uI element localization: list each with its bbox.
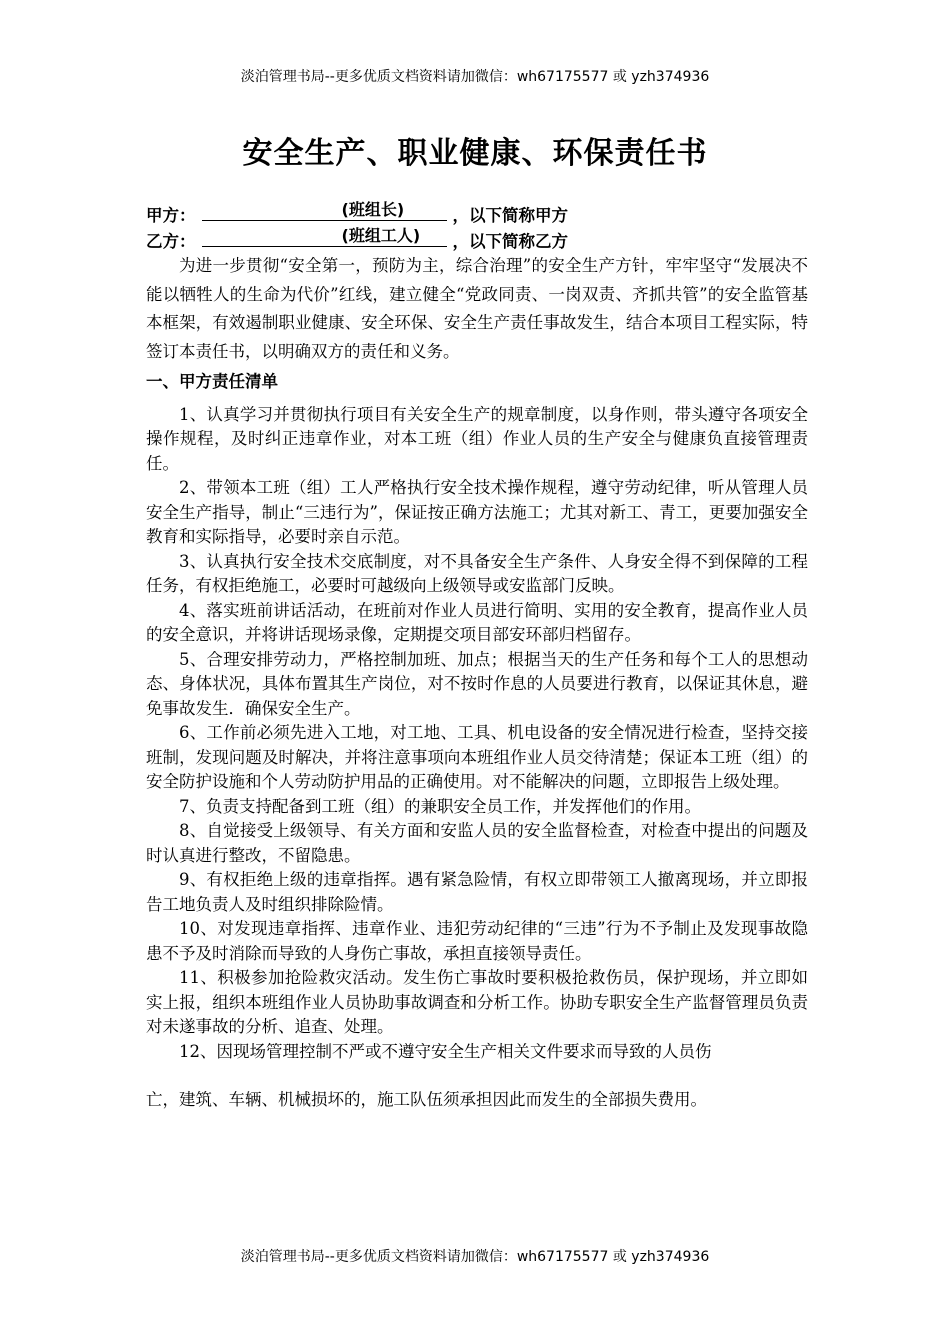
list-item: 2、带领本工班（组）工人严格执行安全技术操作规程，遵守劳动纪律，听从管理人员安全生产指导，制止“三违行为”，保证按正确方法施工；尤其对新工、青工，更要加强安全教育和实际指导，必要时亲自示范。 xyxy=(146,478,808,546)
list-item: 11、积极参加抢险救灾活动。发生伤亡事故时要积极抢救伤员，保护现场，并立即如实上报，组织本班组作业人员协助事故调查和分析工作。协助专职安全生产监督管理员负责对未遂事故的分析、追查、处理。 xyxy=(146,968,808,1036)
document-title: 安全生产、职业健康、环保责任书 xyxy=(242,136,708,171)
party-a-blank xyxy=(202,200,447,221)
party-b-label: 乙方： xyxy=(146,232,196,251)
party-b-role: (班组工人) xyxy=(341,226,421,245)
list-item: 12、因现场管理控制不严或不遵守安全生产相关文件要求而导致的人员伤 xyxy=(179,1041,712,1061)
list-item: 4、落实班前讲话活动，在班前对作业人员进行简明、实用的安全教育，提高作业人员的安全意识，并将讲话现场录像，定期提交项目部安环部归档留存。 xyxy=(146,600,808,644)
page-header: 淡泊管理书局--更多优质文档资料请加微信：wh67175577 或 yzh374936 xyxy=(240,69,710,85)
list-item: 8、自觉接受上级领导、有关方面和安监人员的安全监督检查，对检查中提出的问题及时认真进行整改，不留隐患。 xyxy=(146,821,808,865)
list-item: 9、有权拒绝上级的违章指挥。遇有紧急险情，有权立即带领工人撤离现场，并立即报告工地负责人及时组织排除险情。 xyxy=(146,870,808,914)
list-item: 5、合理安排劳动力，严格控制加班、加点；根据当天的生产任务和每个工人的思想动态、身体状况，具体布置其生产岗位，对不按时作息的人员要进行教育，以保证其休息，避免事故发生．确保安全生产。 xyxy=(146,649,808,718)
list-item: 7、负责支持配备到工班（组）的兼职安全员工作，并发挥他们的作用。 xyxy=(179,796,701,816)
list-item: 1、认真学习并贯彻执行项目有关安全生产的规章制度，以身作则，带头遵守各项安全操作规程，及时纠正违章作业，对本工班（组）作业人员的生产安全与健康负直接管理责任。 xyxy=(146,404,808,473)
document-body xyxy=(146,200,808,1113)
list-item: 6、工作前必须先进入工地，对工地、工具、机电设备的安全情况进行检查，坚持交接班制，发现问题及时解决，并将注意事项向本班组作业人员交待清楚；保证本工班（组）的安全防护设施和个人劳动防护用品的正确使用。对不能解决的问题，立即报告上级处理。 xyxy=(146,723,808,791)
intro-paragraph: 为进一步贯彻“安全第一，预防为主，综合治理”的安全生产方针，牢牢坚守“发展决不能以牺牲人的生命为代价”红线，建立健全“党政同责、一岗双责、齐抓共管”的安全监管基本框架，有效遏制职业健康、安全环保、安全生产责任事故发生，结合本项目工程实际，特签订本责任书，以明确双方的责任和义务。 xyxy=(146,256,808,361)
page-footer: 淡泊管理书局--更多优质文档资料请加微信：wh67175577 或 yzh374936 xyxy=(240,1249,710,1265)
party-b-line xyxy=(146,226,808,252)
section-heading: 一、甲方责任清单 xyxy=(146,372,278,391)
party-a-suffix: ，以下简称甲方 xyxy=(452,206,568,225)
party-b-suffix: ，以下简称乙方 xyxy=(452,232,568,251)
list-item-continuation: 亡，建筑、车辆、机械损坏的，施工队伍须承担因此而发生的全部损失费用。 xyxy=(146,1090,707,1109)
party-a-role: (班组长) xyxy=(341,200,405,219)
list-item: 3、认真执行安全技术交底制度，对不具备安全生产条件、人身安全得不到保障的工程任务，有权拒绝施工，必要时可越级向上级领导或安监部门反映。 xyxy=(146,551,808,595)
list-item: 10、对发现违章指挥、违章作业、违犯劳动纪律的“三违”行为不予制止及发现事故隐患不予及时消除而导致的人身伤亡事故，承担直接领导责任。 xyxy=(146,919,808,963)
party-a-label: 甲方： xyxy=(146,206,196,225)
party-a-line xyxy=(146,200,808,226)
party-b-blank xyxy=(202,226,447,247)
